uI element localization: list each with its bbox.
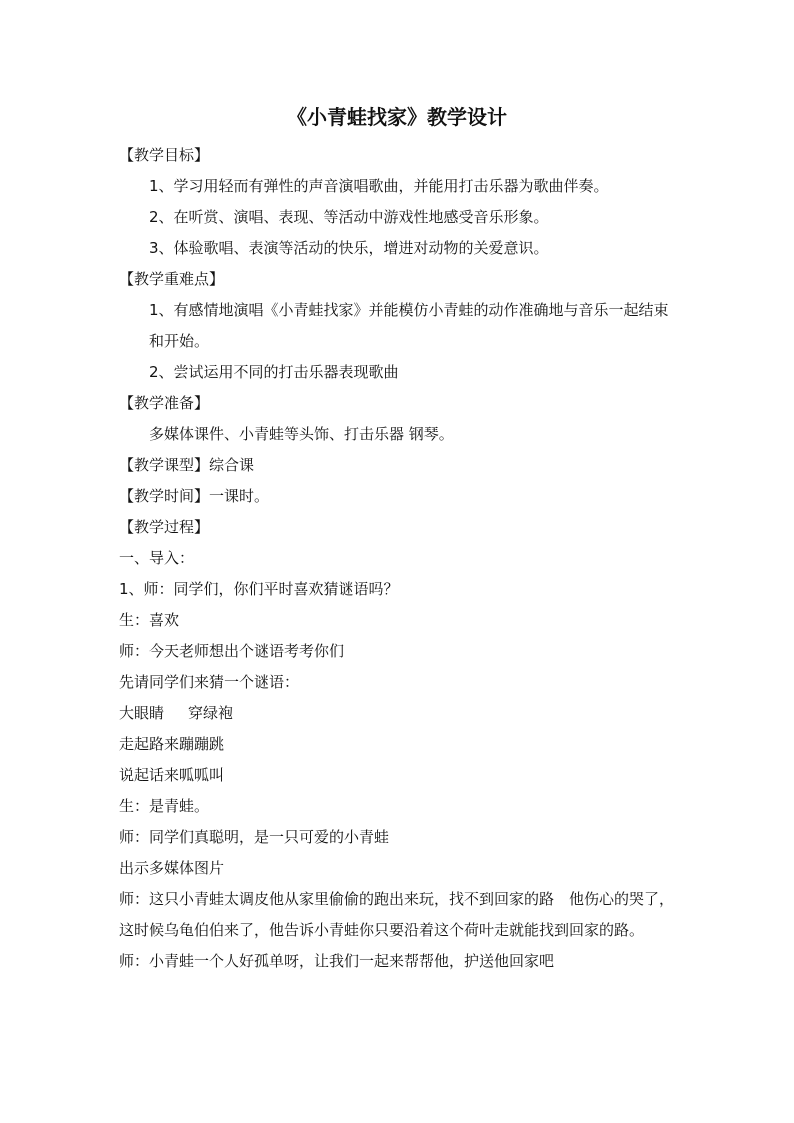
dialogue-line: 师：今天老师想出个谜语考考你们 (119, 642, 345, 660)
riddle-part: 穿绿袍 (188, 704, 234, 722)
dialogue-line: 师：同学们真聪明，是一只可爱的小青蛙 (119, 828, 390, 846)
document-body (119, 140, 679, 977)
section-heading-goals: 【教学目标】 (119, 146, 210, 164)
subsection-heading: 一、导入： (119, 549, 195, 567)
goal-item: 2、在听赏、演唱、表现、等活动中游戏性地感受音乐形象。 (149, 208, 549, 226)
riddle-part: 大眼睛 (119, 704, 165, 722)
keypoint-item: 1、有感情地演唱《小青蛙找家》并能模仿小青蛙的动作准确地与音乐一起结束和开始。 (149, 301, 669, 350)
riddle-line: 走起路来蹦蹦跳 (119, 735, 225, 753)
dialogue-line: 出示多媒体图片 (119, 859, 225, 877)
dialogue-line: 生：是青蛙。 (119, 797, 210, 815)
closing-line: 师：小青蛙一个人好孤单呀，让我们一起来帮帮他，护送他回家吧 (119, 952, 555, 970)
dialogue-line: 生：喜欢 (119, 611, 180, 629)
story-paragraph: 师：这只小青蛙太调皮他从家里偷偷的跑出来玩，找不到回家的路 他伤心的哭了，这时候乌龟伯伯来了，他告诉小青蛙你只要沿着这个荷叶走就能找到回家的路。 (119, 890, 675, 939)
lesson-time: 【教学时间】一课时。 (119, 487, 270, 505)
prep-text: 多媒体课件、小青蛙等头饰、打击乐器 钢琴。 (149, 425, 454, 443)
goal-item: 1、学习用轻而有弹性的声音演唱歌曲，并能用打击乐器为歌曲伴奏。 (149, 177, 609, 195)
dialogue-line: 先请同学们来猜一个谜语： (119, 673, 300, 691)
document-title: 《小青蛙找家》教学设计 (287, 105, 507, 129)
lesson-type: 【教学课型】综合课 (119, 456, 255, 474)
dialogue-line: 1、师：同学们，你们平时喜欢猜谜语吗？ (119, 580, 399, 598)
goal-item: 3、体验歌唱、表演等活动的快乐，增进对动物的关爱意识。 (149, 239, 549, 257)
riddle-line: 说起话来呱呱叫 (119, 766, 225, 784)
section-heading-process: 【教学过程】 (119, 518, 210, 536)
keypoint-item: 2、尝试运用不同的打击乐器表现歌曲 (149, 363, 399, 381)
section-heading-keypoints: 【教学重难点】 (119, 270, 225, 288)
riddle-line (119, 698, 679, 729)
section-heading-prep: 【教学准备】 (119, 394, 210, 412)
